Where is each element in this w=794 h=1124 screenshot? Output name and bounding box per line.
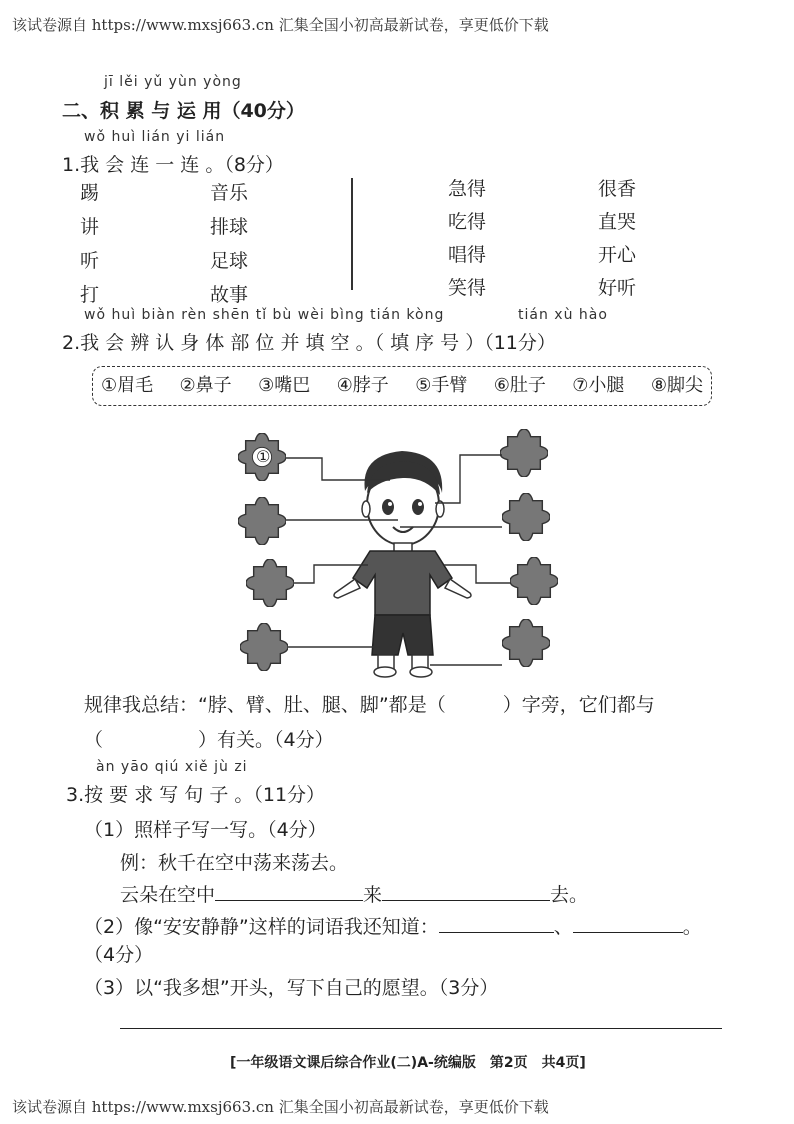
blank-input-4[interactable] xyxy=(573,914,683,933)
q2-title: 2.我 会 辨 认 身 体 部 位 并 填 空 。（ 填 序 号 ）（11分） xyxy=(62,332,556,354)
sub2-title: （2）像“安安静静”这样的词语我还知道： xyxy=(84,916,439,938)
noun-item[interactable]: 排球 xyxy=(210,216,249,238)
answer-line[interactable] xyxy=(120,1028,722,1029)
q1-left-col2 xyxy=(210,178,248,314)
q1-divider xyxy=(351,178,353,290)
verb-item[interactable]: 踢 xyxy=(80,182,100,204)
blank-input-1[interactable] xyxy=(215,882,363,901)
connector-lines xyxy=(230,425,570,680)
phrase-item[interactable]: 直哭 xyxy=(598,211,637,233)
phrase-item[interactable]: 唱得 xyxy=(448,244,487,266)
q1-right-col2 xyxy=(598,174,636,306)
option-item: ⑤手臂 xyxy=(415,375,468,396)
q3-title: 3.按 要 求 写 句 子 。（11分） xyxy=(66,784,326,806)
q2-pinyin: wǒ huì biàn rèn shēn tǐ bù wèi bìng tián kòng xyxy=(84,307,445,323)
page-footer: [一年级语文课后综合作业(二)A-统编版 第2页 共4页] xyxy=(230,1055,586,1071)
blank-input-2[interactable] xyxy=(382,882,550,901)
option-item: ④脖子 xyxy=(336,375,389,396)
q1-title: 1.我 会 连 一 连 。（8分） xyxy=(62,154,284,176)
phrase-item[interactable]: 好听 xyxy=(598,277,637,299)
sub2-end: 。 xyxy=(682,916,702,938)
q3-sub2 xyxy=(84,912,702,939)
fill-end: 去。 xyxy=(550,884,589,906)
q1-pinyin: wǒ huì lián yi lián xyxy=(84,129,226,145)
summary-line-2: （ ）有关。（4分） xyxy=(84,729,334,751)
option-item: ①眉毛 xyxy=(101,375,154,396)
blank-input-3[interactable] xyxy=(439,914,554,933)
option-item: ⑧脚尖 xyxy=(650,375,703,396)
q3-sub3-title: （3）以“我多想”开头，写下自己的愿望。（3分） xyxy=(84,977,499,999)
watermark-top: 该试卷源自 https://www.mxsj663.cn 汇集全国小初高最新试卷，享更低价下载 xyxy=(12,16,549,34)
phrase-item[interactable]: 开心 xyxy=(598,244,637,266)
summary-line-1: 规律我总结：“脖、臂、肚、腿、脚”都是（ ）字旁，它们都与 xyxy=(84,694,655,716)
sub2-separator: 、 xyxy=(553,916,573,938)
verb-item[interactable]: 打 xyxy=(80,284,100,306)
option-item: ②鼻子 xyxy=(179,375,232,396)
q3-pinyin: àn yāo qiú xiě jù zi xyxy=(96,759,248,775)
noun-item[interactable]: 足球 xyxy=(210,250,249,272)
fill-prefix: 云朵在空中 xyxy=(120,884,216,906)
fill-mid: 来 xyxy=(363,884,383,906)
q3-sub1-title: （1）照样子写一写。（4分） xyxy=(84,819,327,841)
q2-pinyin-2: tián xù hào xyxy=(518,307,608,323)
q3-sub2-score: （4分） xyxy=(84,944,154,966)
filled-answer: ① xyxy=(256,447,271,466)
option-item: ⑦小腿 xyxy=(572,375,625,396)
option-item: ③嘴巴 xyxy=(258,375,311,396)
q3-example: 例：秋千在空中荡来荡去。 xyxy=(120,852,349,874)
options-box xyxy=(92,366,712,406)
q1-left-col1 xyxy=(80,178,99,314)
option-item: ⑥肚子 xyxy=(493,375,546,396)
watermark-bottom: 该试卷源自 https://www.mxsj663.cn 汇集全国小初高最新试卷，享更低价下载 xyxy=(12,1098,549,1116)
phrase-item[interactable]: 吃得 xyxy=(448,211,487,233)
phrase-item[interactable]: 很香 xyxy=(598,178,637,200)
section-title: 二、积 累 与 运 用（40分） xyxy=(62,100,305,122)
body-diagram xyxy=(230,425,570,680)
verb-item[interactable]: 听 xyxy=(80,250,100,272)
q3-fill-sentence xyxy=(120,880,588,907)
noun-item[interactable]: 故事 xyxy=(210,284,249,306)
verb-item[interactable]: 讲 xyxy=(80,216,100,238)
section-pinyin: jī lěi yǔ yùn yòng xyxy=(104,74,242,90)
phrase-item[interactable]: 急得 xyxy=(448,178,487,200)
q1-right-col1 xyxy=(448,174,486,306)
noun-item[interactable]: 音乐 xyxy=(210,182,249,204)
phrase-item[interactable]: 笑得 xyxy=(448,277,487,299)
